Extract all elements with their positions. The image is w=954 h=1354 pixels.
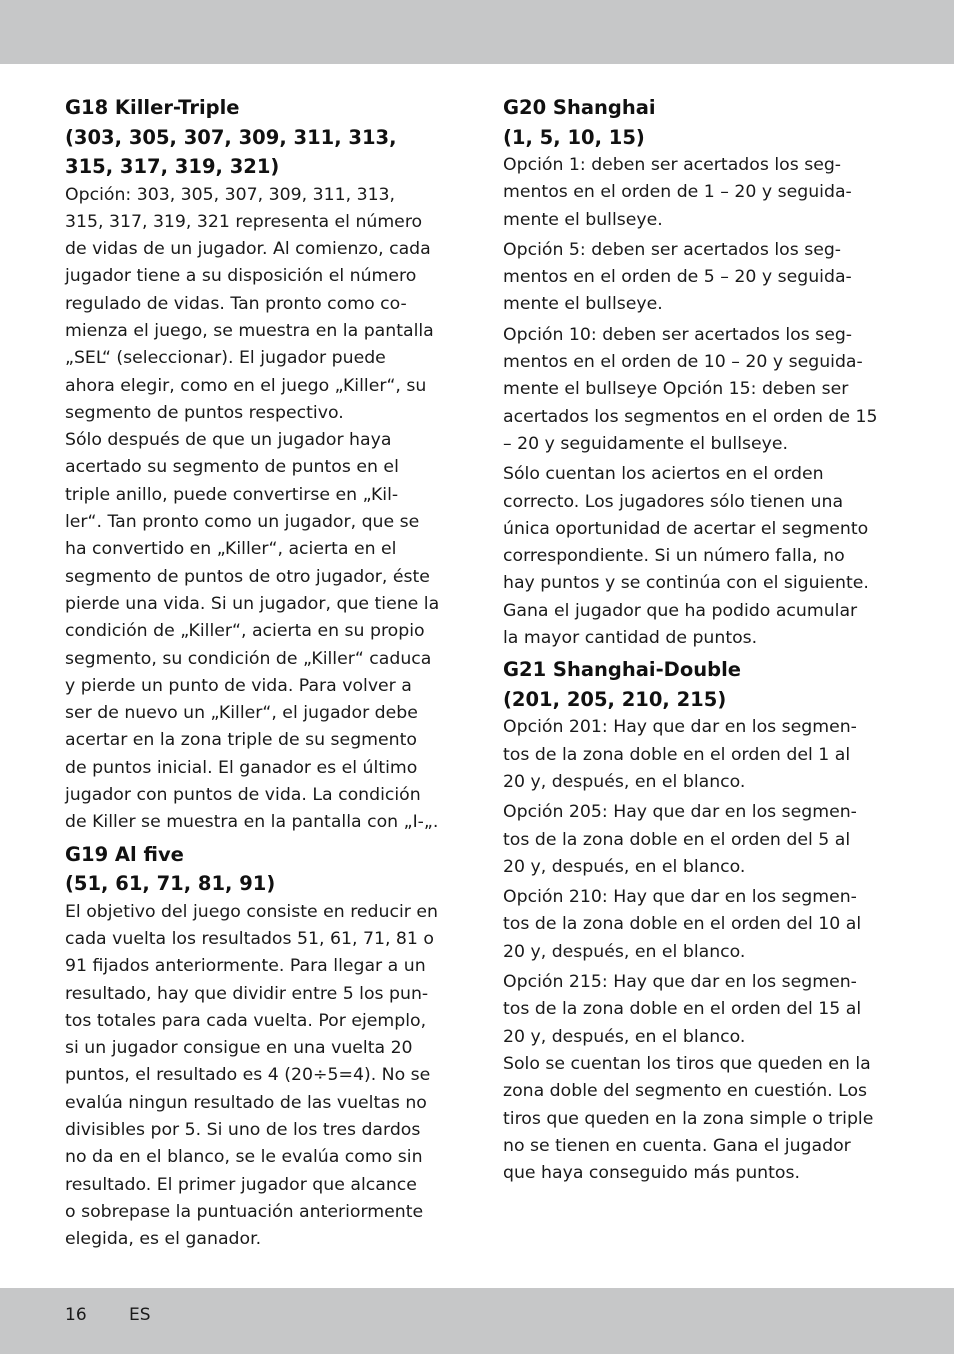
text-line: 20 y, después, en el blanco. (503, 941, 746, 962)
text-line: ler“. Tan pronto como un jugador, que se (65, 512, 420, 533)
g21-option-210 (503, 884, 893, 966)
text-line: ser de nuevo un „Killer“, el jugador debe (65, 703, 418, 724)
heading-line: G20 Shanghai (503, 96, 656, 119)
page-number: 16 (65, 1305, 87, 1325)
text-line: mente el bullseye Opción 15: deben ser (503, 379, 849, 400)
g20-option-1 (503, 152, 893, 234)
heading-line: (303, 305, 307, 309, 311, 313, (65, 125, 397, 149)
text-line: Opción 10: deben ser acertados los seg- (503, 324, 853, 345)
text-line: Opción 5: deben ser acertados los seg- (503, 239, 842, 260)
text-line: de puntos inicial. El ganador es el último (65, 757, 418, 778)
heading-line: (201, 205, 210, 215) (503, 687, 727, 711)
left-column (65, 93, 455, 1253)
text-line: segmento de puntos de otro jugador, éste (65, 566, 430, 587)
heading-line: G21 Shanghai-Double (503, 658, 742, 682)
text-line: resultado. El primer jugador que alcance (65, 1174, 417, 1195)
section-heading-g20 (503, 93, 893, 152)
g19-body (65, 899, 455, 1254)
text-line: jugador tiene a su disposición el número (65, 266, 417, 287)
text-line: segmento, su condición de „Killer“ caduca (65, 648, 432, 669)
text-line: segmento de puntos respectivo. (65, 402, 344, 423)
text-line: si un jugador consigue en una vuelta 20 (65, 1038, 413, 1059)
text-line: o sobrepase la puntuación anteriormente (65, 1201, 424, 1222)
text-line: Sólo cuentan los aciertos en el orden (503, 464, 824, 485)
section-heading-g21 (503, 655, 893, 714)
text-line: mente el bullseye. (503, 294, 663, 315)
text-line: Opción 1: deben ser acertados los seg- (503, 155, 842, 175)
text-line: acertados los segmentos en el orden de 15 (503, 406, 878, 427)
text-line: correcto. Los jugadores sólo tienen una (503, 491, 844, 512)
right-column (503, 93, 893, 1187)
text-line: tos de la zona doble en el orden del 15 al (503, 999, 862, 1020)
heading-line: G19 Al five (65, 842, 184, 866)
text-line: mienza el juego, se muestra en la pantalla (65, 320, 434, 341)
text-line: Opción 201: Hay que dar en los segmen- (503, 717, 857, 738)
text-line: que haya conseguido más puntos. (503, 1163, 800, 1184)
text-line: de Killer se muestra en la pantalla con „I-„. (65, 812, 439, 833)
text-line: tos de la zona doble en el orden del 1 al (503, 744, 851, 765)
section-heading-g19 (65, 840, 455, 899)
text-line: mentos en el orden de 10 – 20 y seguida- (503, 352, 863, 373)
text-line: Opción 215: Hay que dar en los segmen- (503, 972, 857, 993)
text-line: triple anillo, puede convertirse en „Kil- (65, 484, 399, 505)
text-line: acertar en la zona triple de su segmento (65, 730, 417, 751)
heading-line: (1, 5, 10, 15) (503, 125, 645, 149)
text-line: tos de la zona doble en el orden del 10 al (503, 914, 862, 935)
text-line: zona doble del segmento en cuestión. Los (503, 1081, 868, 1102)
text-line: Solo se cuentan los tiros que queden en la (503, 1053, 871, 1074)
text-line: condición de „Killer“, acierta en su propio (65, 621, 425, 642)
text-line: correspondiente. Si un número falla, no (503, 546, 845, 567)
text-line: Opción: 303, 305, 307, 309, 311, 313, (65, 184, 396, 205)
text-line: no se tienen en cuenta. Gana el jugador (503, 1135, 851, 1156)
text-line: 315, 317, 319, 321 representa el número (65, 211, 423, 232)
section-heading-g18 (65, 93, 455, 182)
language-code: ES (129, 1305, 151, 1325)
text-line: jugador con puntos de vida. La condición (65, 785, 421, 806)
text-line: única oportunidad de acertar el segmento (503, 518, 869, 539)
text-line: 91 fijados anteriormente. Para llegar a un (65, 956, 426, 977)
text-line: Sólo después de que un jugador haya (65, 430, 392, 451)
g21-option-205 (503, 799, 893, 881)
header-band (0, 0, 954, 64)
text-line: mentos en el orden de 5 – 20 y seguida- (503, 267, 852, 288)
text-line: evalúa ningun resultado de las vueltas no (65, 1092, 427, 1113)
g18-body (65, 182, 455, 837)
text-line: puntos, el resultado es 4 (20÷5=4). No se (65, 1065, 431, 1086)
text-line: cada vuelta los resultados 51, 61, 71, 81 o (65, 928, 434, 949)
text-line: acertado su segmento de puntos en el (65, 457, 399, 478)
text-line: elegida, es el ganador. (65, 1229, 262, 1250)
text-line: mentos en el orden de 1 – 20 y seguida- (503, 182, 852, 203)
text-line: 20 y, después, en el blanco. (503, 771, 746, 792)
text-line: regulado de vidas. Tan pronto como co- (65, 293, 407, 314)
g20-rules (503, 461, 893, 652)
text-line: tos totales para cada vuelta. Por ejemplo, (65, 1010, 427, 1031)
text-line: ahora elegir, como en el juego „Killer“, su (65, 375, 427, 396)
text-line: ha convertido en „Killer“, acierta en el (65, 539, 397, 560)
text-line: y pierde un punto de vida. Para volver a (65, 675, 412, 696)
text-line: divisibles por 5. Si uno de los tres dardos (65, 1120, 421, 1140)
text-line: Gana el jugador que ha podido acumular (503, 600, 858, 621)
g21-option-201 (503, 714, 893, 796)
text-line: no da en el blanco, se le evalúa como sin (65, 1147, 423, 1168)
heading-line: 315, 317, 319, 321) (65, 155, 280, 178)
text-line: 20 y, después, en el blanco. (503, 1026, 746, 1047)
text-line: la mayor cantidad de puntos. (503, 628, 758, 649)
text-line: tos de la zona doble en el orden del 5 al (503, 829, 851, 850)
text-line: de vidas de un jugador. Al comienzo, cada (65, 239, 431, 260)
g20-option-10 (503, 322, 893, 458)
heading-line: G18 Killer-Triple (65, 96, 240, 119)
text-line: „SEL“ (seleccionar). El jugador puede (65, 348, 386, 369)
g20-option-5 (503, 237, 893, 319)
text-line: resultado, hay que dividir entre 5 los pun- (65, 983, 429, 1004)
text-line: Opción 210: Hay que dar en los segmen- (503, 887, 857, 908)
g21-option-215 (503, 969, 893, 1187)
text-line: pierde una vida. Si un jugador, que tiene la (65, 593, 440, 614)
text-line: 20 y, después, en el blanco. (503, 856, 746, 877)
text-line: Opción 205: Hay que dar en los segmen- (503, 802, 857, 823)
text-line: – 20 y seguidamente el bullseye. (503, 433, 789, 454)
heading-line: (51, 61, 71, 81, 91) (65, 872, 276, 896)
text-line: tiros que queden en la zona simple o triple (503, 1108, 874, 1129)
text-line: El objetivo del juego consiste en reducir en (65, 901, 438, 922)
text-line: mente el bullseye. (503, 209, 663, 230)
text-line: hay puntos y se continúa con el siguiente. (503, 573, 869, 594)
